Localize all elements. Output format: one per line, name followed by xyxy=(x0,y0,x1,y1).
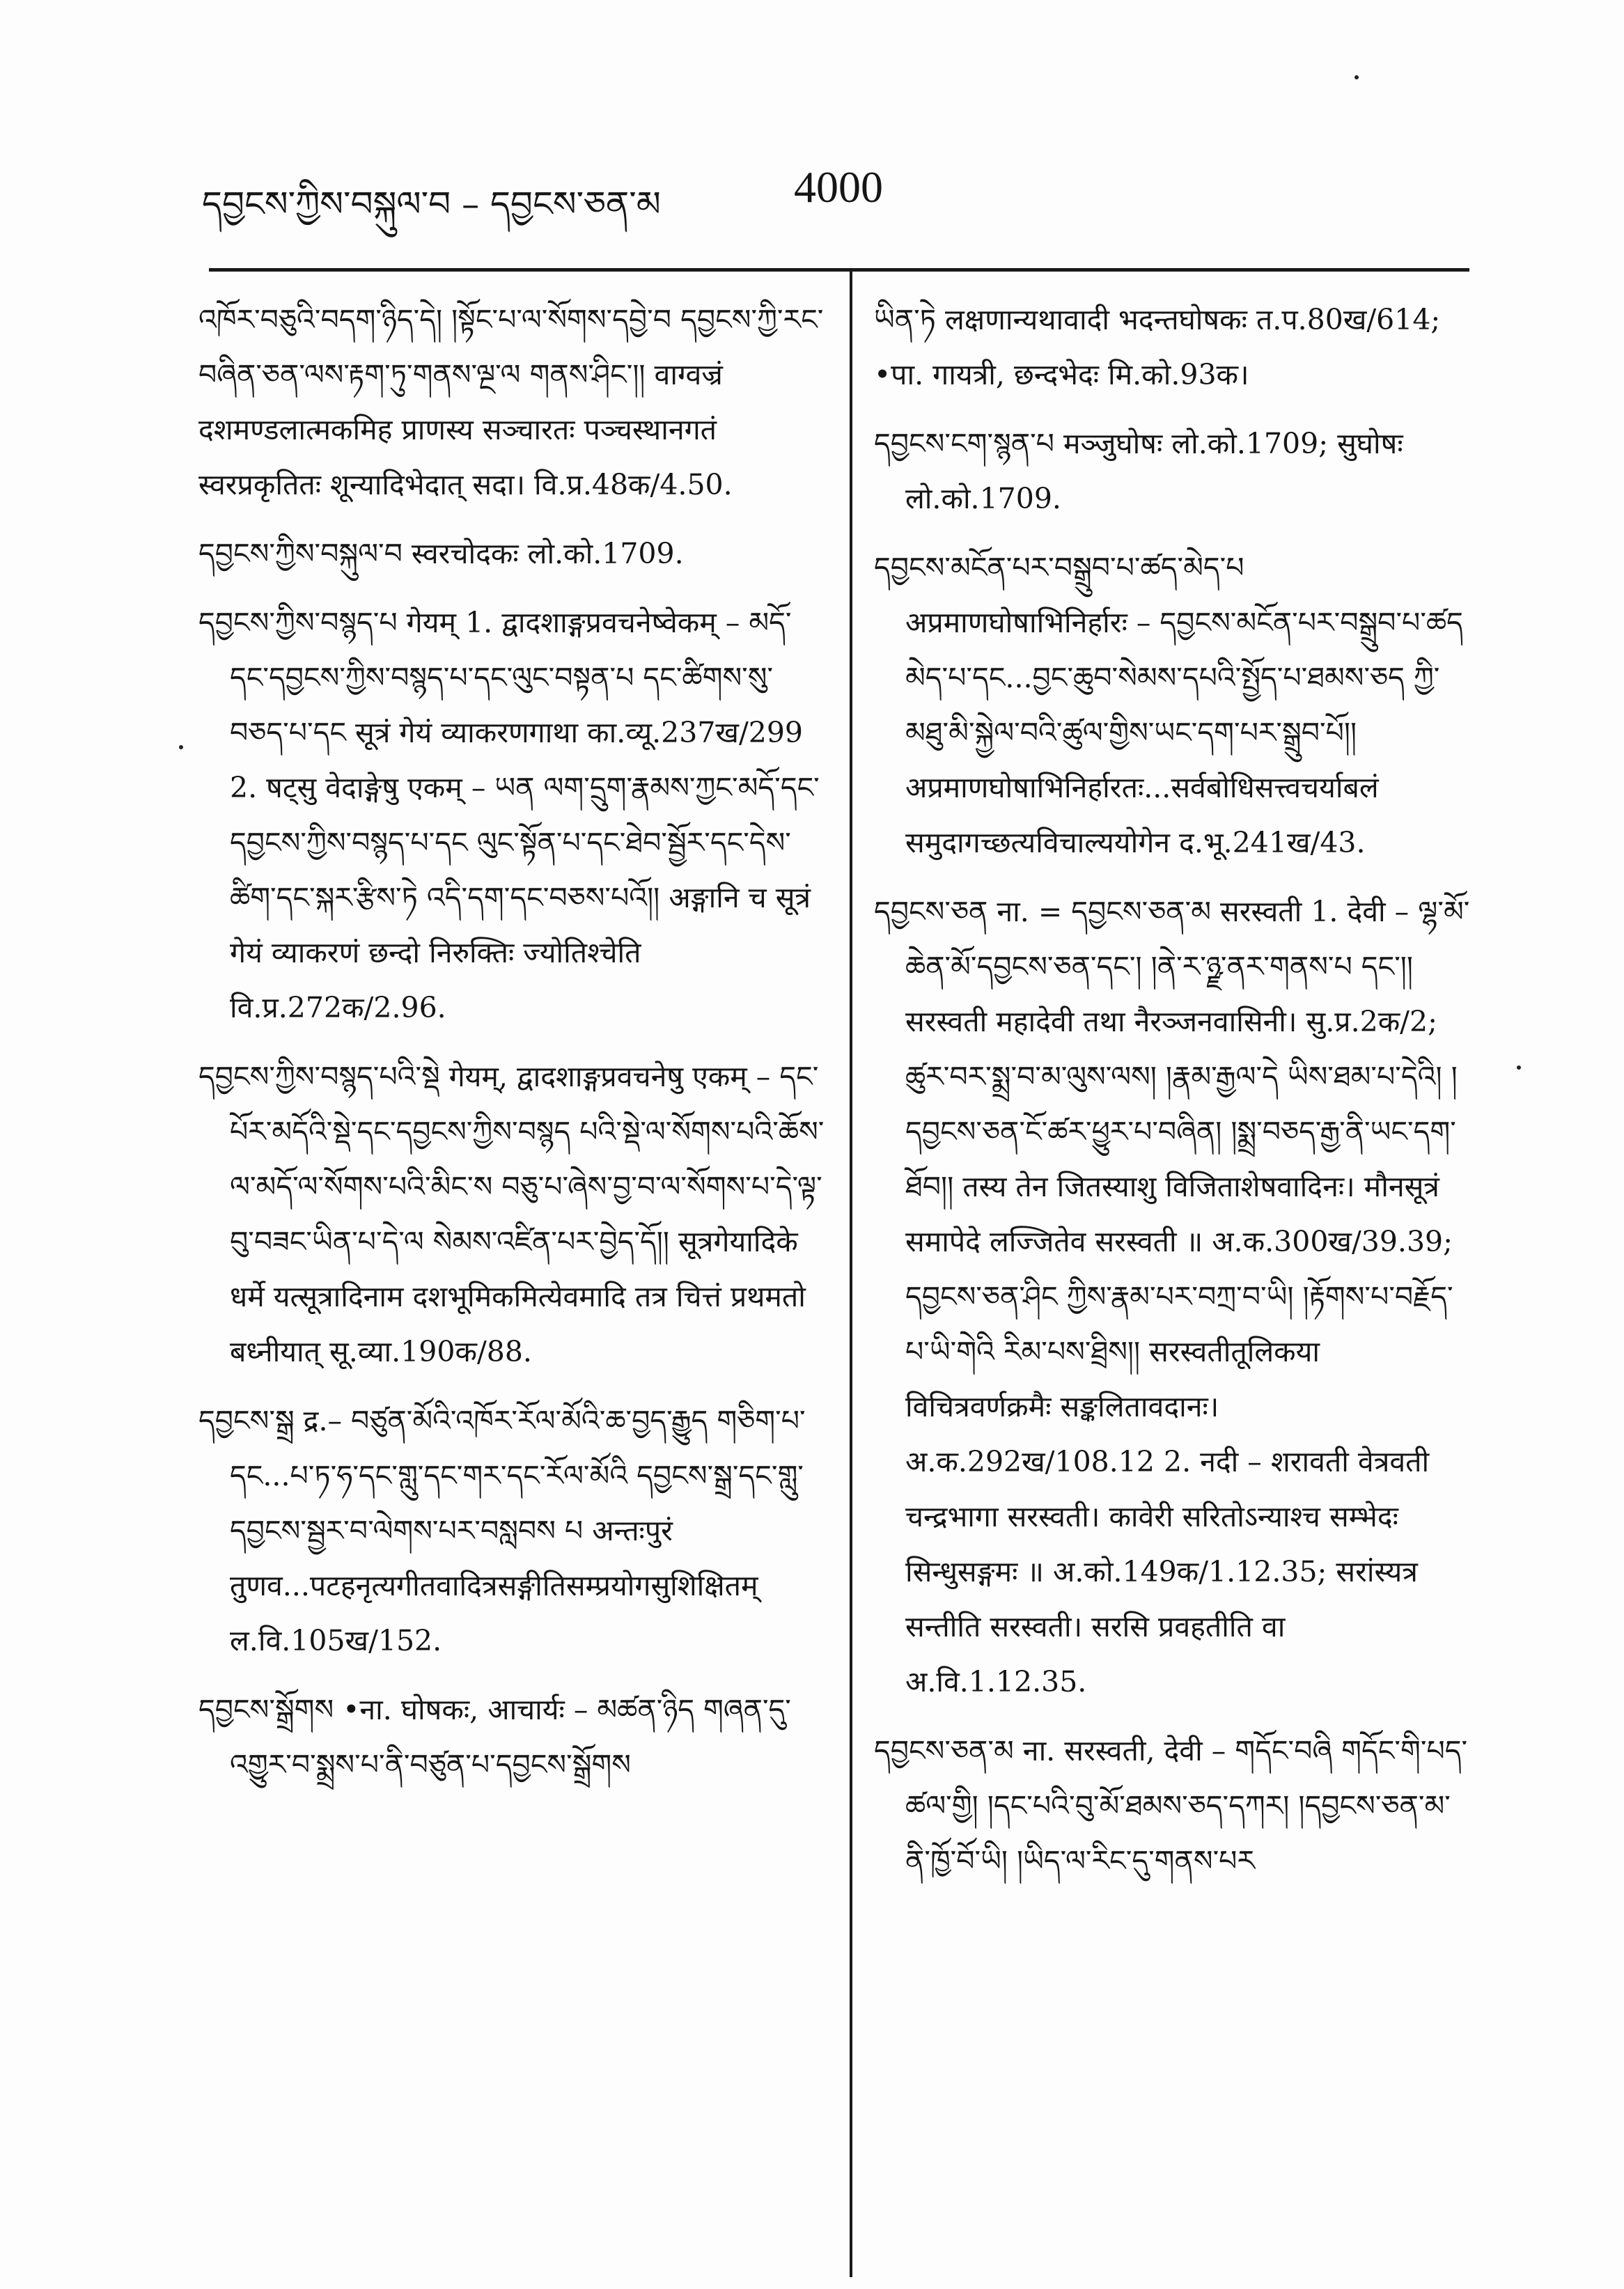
dictionary-entry: ཡིན་ཏེ लक्षणान्यथावादी भदन्तघोषकः त.प.80ख/614; •पा. गायत्री, छन्दभेदः मि.को.93क। xyxy=(874,303,1441,391)
dictionary-entry: འཁོར་བཅུའི་བདག་ཉིད་དེ། །སྟོང་པ་ལ་སོགས་དབྱེ་བ དབྱངས་ཀྱི་རང་བཞིན་ཅན་ལས་རྟག་ཏུ་གནས་ལྔ་ལ གནས་ཤིང་།། वाग्वज्रं दशमण्डलात्मकमिह प्राणस्य सञ्चारतः पञ्चस्थानगतं स्वरप्रकृतितः शून्यादिभेदात् सदा। वि.प्र.48क/4.50. xyxy=(198,303,824,501)
right-column xyxy=(874,292,1473,2277)
left-column xyxy=(198,292,825,2277)
speck xyxy=(1354,75,1359,79)
header-rule xyxy=(209,268,1469,272)
dictionary-entry: དབྱངས་སྒྲ द्र.– བཙུན་མོའི་འཁོར་རོལ་མོའི་ཆ་བྱད་རྒྱུད གཅིག་པ་དང...པ་ཏ་ཧ་དང་གླུ་དང་གར་དང་རོལ་མོའི དབྱངས་སྒྲ་དང་གླུ་དབྱངས་སྦྱར་བ་ལེགས་པར་བསླབས པ अन्तःपुरं तुणव...पटहनृत्यगीतवादित्रसङ्गीतिसम्प्रयोगसुशिक्षितम् ल.वि.105ख/152. xyxy=(198,1404,806,1657)
running-header: དབྱངས་ཀྱིས་བསྐུལ་བ – དབྱངས་ཅན་མ xyxy=(202,184,661,224)
dictionary-entry: དབྱངས་ཅན ना. = དབྱངས་ཅན་མ सरस्वती 1. देवी – ལྷ་མོ་ཆེན་མོ་དབྱངས་ཅན་དང་། །ནེ་ར་ཉྫ་ནར་གནས་པ དང་།། सरस्वती महादेवी तथा नैरञ्जनवासिनी। सु.प्र.2क/2; ཚུར་བར་སྨྲ་བ་མ་ལུས་ལས། །རྣམ་རྒྱལ་དེ ཡིས་ཐམ་པ་དེའི། །དབྱངས་ཅན་ངོ་ཚར་ཕྱུར་པ་བཞིན། །སྨྲ་བཅད་རྒྱ་ནི་ཡང་དག་ཐོབ།། तस्य तेन जितस्याशु विजिताशेषवादिनः। मौनसूत्रं समापेदे लज्जितेव सरस्वती ॥ अ.क.300ख/39.39; དབྱངས་ཅན་ཤིང ཀྱིས་རྣམ་པར་བཀྲ་བ་ཡི། །རྟོགས་པ་བརྗོད་པ་ཡི་གེའི རིམ་པས་ཐྲིས།། सरस्वतीतूलिकया विचित्रवर्णक्रमैः सङ्कलितावदानः। अ.क.292ख/108.12 2. नदी – शरावती वेत्रवती चन्द्रभागा सरस्वती। कावेरी सरितोऽन्याश्च सम्भेदः सिन्धुसङ्गमः ॥ अ.को.149क/1.12.35; सरांस्यत्र सन्तीति सरस्वती। सरसि प्रवहतीति वा अ.वि.1.12.35. xyxy=(874,895,1470,1698)
dictionary-entry: དབྱངས་ངག་སྙན་པ मञ्जुघोषः लो.को.1709; सुघोषः लो.को.1709. xyxy=(874,427,1403,515)
speck xyxy=(1517,1065,1521,1070)
speck xyxy=(179,745,183,749)
dictionary-entry: དབྱངས་ཅན་མ ना. सरस्वती, देवी – གདོང་བཞི གདོང་གི་པད་ཚལ་གྱི། །དང་པའི་བུ་མོ་ཐམས་ཅད་དཀར། །དབྱངས་ཅན་མ་ནི་ཁྱོ་བོ་ཡི། །ཡིད་ལ་རིང་དུ་གནས་པར xyxy=(874,1734,1468,1877)
dictionary-entry: དབྱངས་མངོན་པར་བསྒྲུབ་པ་ཚད་མེད་པ अप्रमाणघोषाभिनिर्हारः – དབྱངས་མངོན་པར་བསྒྲུབ་པ་ཚད མེད་པ་དང...བྱང་ཆུབ་སེམས་དཔའི་སྤྱོད་པ་ཐམས་ཅད ཀྱི་མཐུ་མི་སྐྱེལ་བའི་ཚུལ་གྱིས་ཡང་དག་པར་སྒྲུབ་པོ།། अप्रमाणघोषाभिनिर्हारतः...सर्वबोधिसत्त्वचर्याबलं समुदागच्छत्यविचाल्ययोगेन द.भू.241ख/43. xyxy=(874,551,1463,859)
dictionary-entry: དབྱངས་ཀྱིས་བསྐུལ་བ स्वरचोदकः लो.को.1709. xyxy=(198,537,684,570)
dictionary-entry: དབྱངས་ཀྱིས་བསྙད་པ गेयम् 1. द्वादशाङ्गप्रवचनेष्वेकम् – མདོ་དང་དབྱངས་ཀྱིས་བསྙད་པ་དང་ལུང་བསྟན་པ དང་ཚིགས་སུ་བཅད་པ་དང सूत्रं गेयं व्याकरणगाथा का.व्यू.237ख/299 2. षट्सु वेदाङ्गेषु एकम् – ཡན ལག་དྲུག་རྣམས་ཀྱང་མདོ་དང་དབྱངས་ཀྱིས་བསྙད་པ་དང ལུང་སྟོན་པ་དང་ཐེབ་སྦྱོར་དང་དེས་ཚིག་དང་སྐར་རྩིས་ཏེ འདི་དག་དང་བཅས་པའོ།། अङ्गानि च सूत्रं गेयं व्याकरणं छन्दो निरुक्तिः ज्योतिश्चेति वि.प्र.272क/2.96. xyxy=(198,606,820,1024)
page-number: 4000 xyxy=(794,162,883,212)
column-divider xyxy=(850,272,852,2277)
dictionary-entry: དབྱངས་ཀྱིས་བསྙད་པའི་སྡེ गेयम्, द्वादशाङ्गप्रवचनेषु एकम् – དང་པོར་མདོའི་སྡེ་དང་དབྱངས་ཀྱིས་བསྙད པའི་སྡེ་ལ་སོགས་པའི་ཆོས་ལ་མདོ་ལ་སོགས་པའི་མིང་ས བཅུ་པ་ཞེས་བྱ་བ་ལ་སོགས་པ་དེ་ལྟ་བུ་བཟང་ཡིན་པ་དེ་ལ སེམས་འཛིན་པར་བྱེད་དོ།། सूत्रगेयादिके धर्मे यत्सूत्रादिनाम दशभूमिकमित्येवमादि तत्र चित्तं प्रथमतो बध्नीयात् सू.व्या.190क/88. xyxy=(198,1060,825,1368)
dictionary-entry: དབྱངས་སྒྲོགས •ना. घोषकः, आचार्यः – མཚན་ཉིད གཞན་དུ་འགྱུར་བ་སྨྲས་པ་ནི་བཙུན་པ་དབྱངས་སྒྲོགས xyxy=(198,1693,791,1781)
